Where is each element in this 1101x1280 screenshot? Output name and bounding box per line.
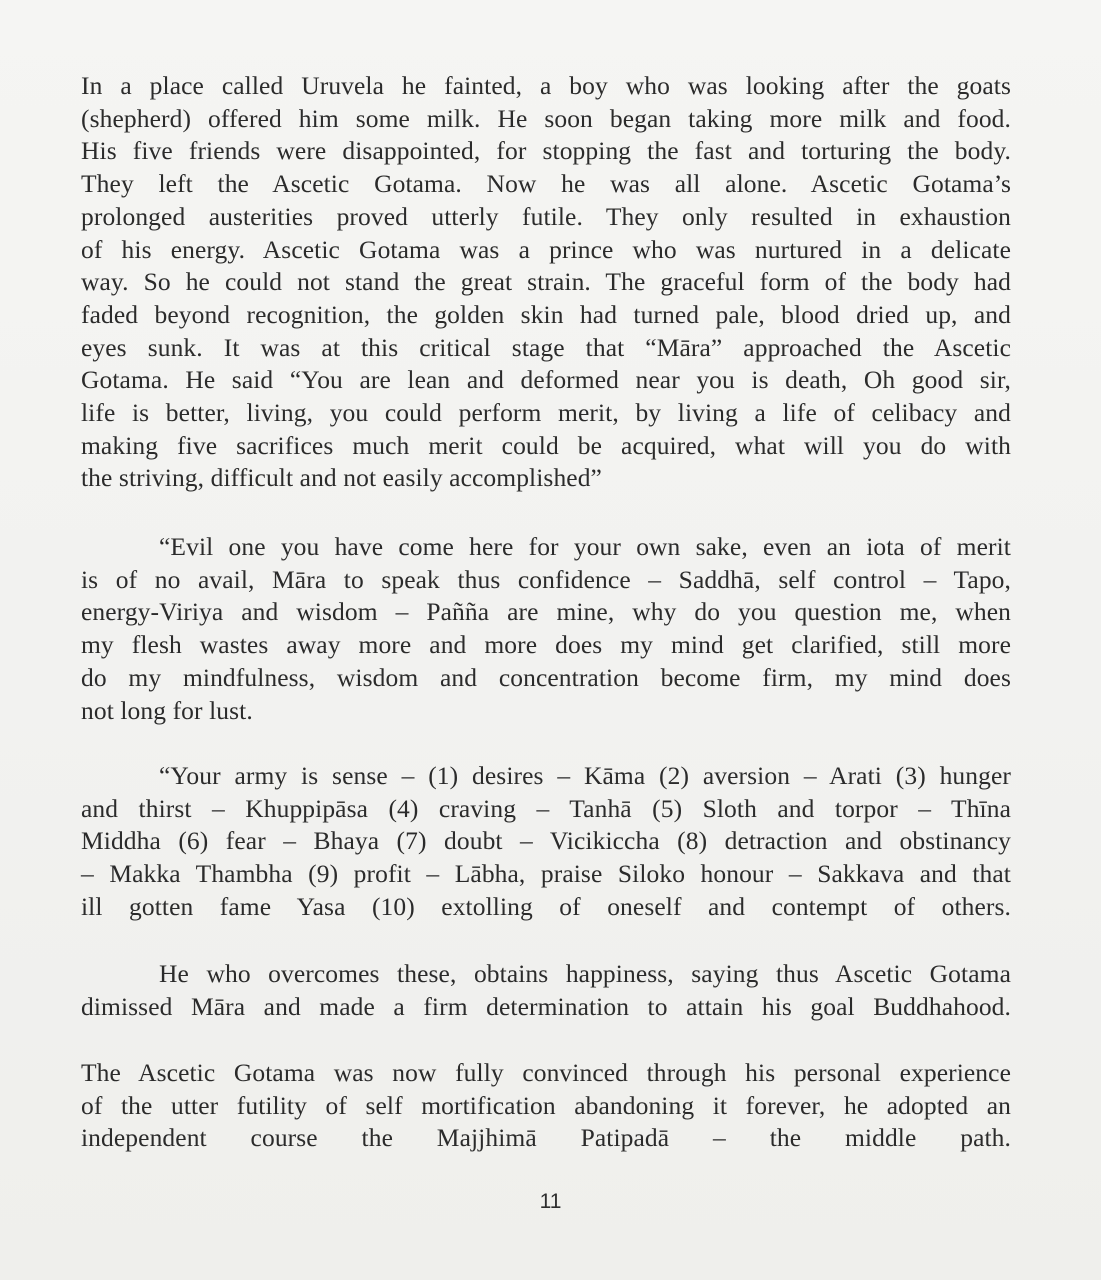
text-line: eyes sunk. It was at this critical stage that “Māra” approached the Ascetic [81, 332, 1011, 362]
paragraph-army [81, 760, 1011, 924]
text-line: dimissed Māra and made a firm determination to attain his goal Buddhahood. [81, 991, 1011, 1021]
text-line: “Evil one you have come here for your own sake, even an iota of merit [159, 532, 1011, 561]
text-line: life is better, living, you could perform merit, by living a life of celibacy and [81, 398, 1011, 428]
text-line: the striving, difficult and not easily accomplished” [81, 463, 602, 493]
paragraph-overcomes [81, 958, 1011, 1023]
text-line: of his energy. Ascetic Gotama was a prince who was nurtured in a delicate [81, 234, 1011, 264]
text-line: way. So he could not stand the great strain. The graceful form of the body had [81, 267, 1011, 297]
text-line: my flesh wastes away more and more does my mind get clarified, still more [81, 630, 1011, 660]
text-line: “Your army is sense – (1) desires – Kāma (2) aversion – Arati (3) hunger [159, 761, 1011, 790]
paragraph-middle-path [81, 1057, 1011, 1155]
text-line: The Ascetic Gotama was now fully convinced through his personal experience [81, 1058, 1011, 1087]
text-line: He who overcomes these, obtains happiness, saying thus Ascetic Gotama [159, 959, 1011, 988]
text-line: prolonged austerities proved utterly futile. They only resulted in exhaustion [81, 201, 1011, 231]
page-number: 11 [539, 1190, 562, 1213]
text-line: do my mindfulness, wisdom and concentration become firm, my mind does [81, 662, 1011, 692]
text-line: His five friends were disappointed, for stopping the fast and torturing the body. [81, 136, 1011, 166]
text-line: Gotama. He said “You are lean and deformed near you is death, Oh good sir, [81, 365, 1011, 395]
text-line: independent course the Majjhimā Patipadā – the middle path. [81, 1123, 1011, 1153]
text-line: not long for lust. [81, 695, 253, 725]
text-line: In a place called Uruvela he fainted, a boy who was looking after the goats [81, 71, 1011, 100]
text-line: They left the Ascetic Gotama. Now he was all alone. Ascetic Gotama’s [81, 169, 1011, 199]
text-line: – Makka Thambha (9) profit – Lābha, praise Siloko honour – Sakkava and that [81, 859, 1011, 889]
text-line: is of no avail, Māra to speak thus confidence – Saddhā, self control – Tapo, [81, 564, 1011, 594]
paragraph-uruvela [81, 70, 1011, 495]
text-line: energy-Viriya and wisdom – Pañña are mine, why do you question me, when [81, 597, 1011, 627]
text-line: faded beyond recognition, the golden skin had turned pale, blood dried up, and [81, 299, 1011, 329]
paragraph-evil-one [81, 531, 1011, 727]
text-line: Middha (6) fear – Bhaya (7) doubt – Vicikiccha (8) detraction and obstinancy [81, 826, 1011, 856]
text-line: making five sacrifices much merit could be acquired, what will you do with [81, 430, 1011, 460]
text-line: of the utter futility of self mortification abandoning it forever, he adopted an [81, 1090, 1011, 1120]
text-line: and thirst – Khuppipāsa (4) craving – Tanhā (5) Sloth and torpor – Thīna [81, 793, 1011, 823]
text-line: ill gotten fame Yasa (10) extolling of oneself and contempt of others. [81, 891, 1011, 921]
text-line: (shepherd) offered him some milk. He soon began taking more milk and food. [81, 103, 1011, 133]
